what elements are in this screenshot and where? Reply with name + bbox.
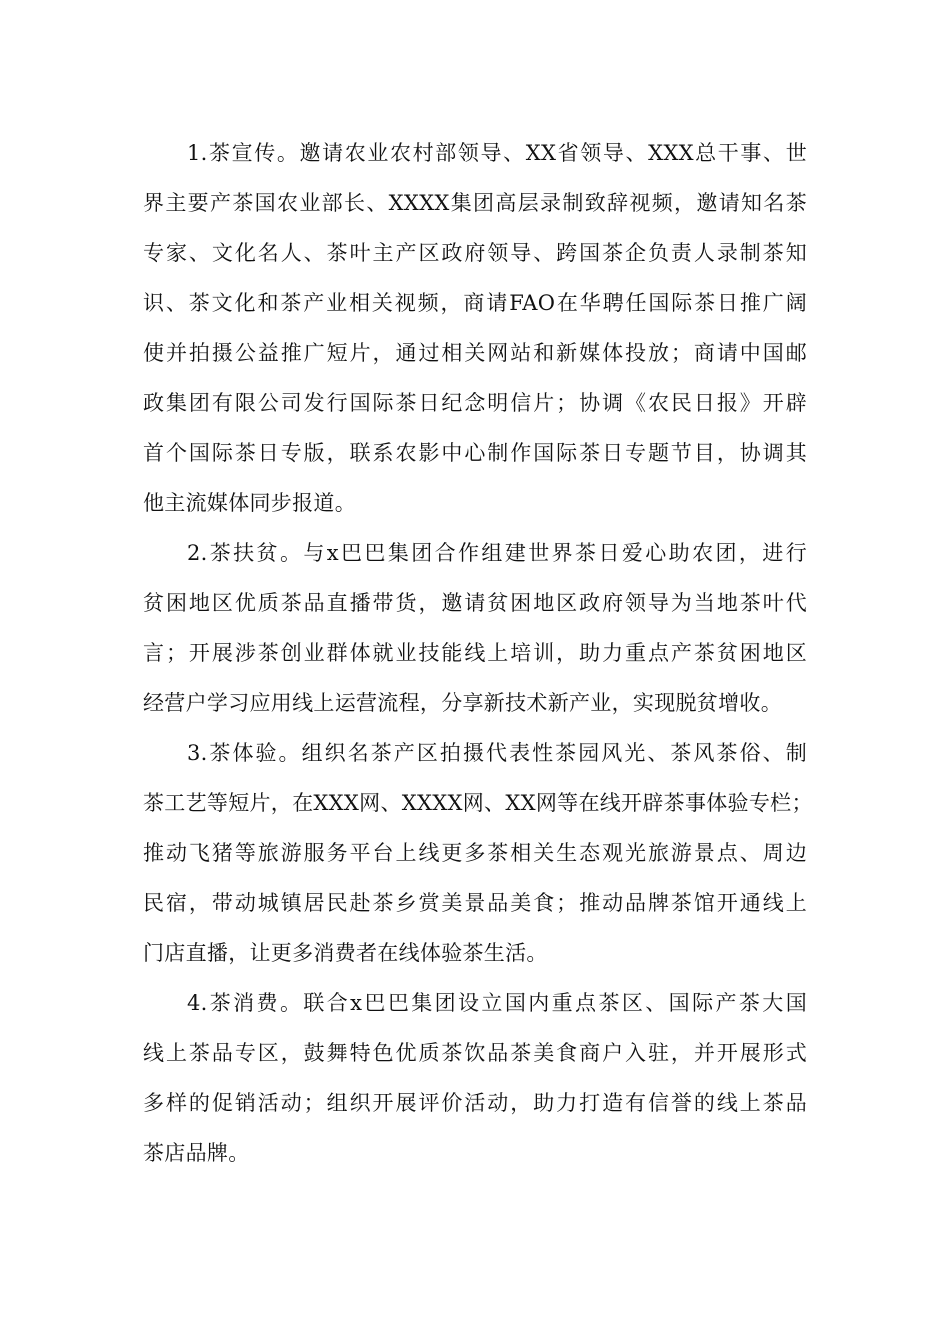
text-line: 茶工艺等短片，在XXX网、XXXX网、XX网等在线开辟茶事体验专栏； <box>143 791 813 815</box>
paragraph-tea-poverty-alleviation <box>143 528 807 728</box>
text-line: 民宿，带动城镇居民赴茶乡赏美景品美食；推动品牌茶馆开通线上 <box>143 891 807 915</box>
text-line: 言；开展涉茶创业群体就业技能线上培训，助力重点产茶贫困地区 <box>143 641 807 665</box>
text-line: 4.茶消费。联合x巴巴集团设立国内重点茶区、国际产茶大国 <box>187 991 807 1015</box>
text-line: 政集团有限公司发行国际茶日纪念明信片；协调《农民日报》开辟 <box>143 391 807 415</box>
text-line: 2.茶扶贫。与x巴巴集团合作组建世界茶日爱心助农团，进行 <box>187 541 807 565</box>
text-line: 贫困地区优质茶品直播带货，邀请贫困地区政府领导为当地茶叶代 <box>143 591 807 615</box>
text-line: 使并拍摄公益推广短片，通过相关网站和新媒体投放；商请中国邮 <box>143 341 807 365</box>
text-line: 专家、文化名人、茶叶主产区政府领导、跨国茶企负责人录制茶知 <box>143 241 807 265</box>
text-line: 界主要产茶国农业部长、XXXX集团高层录制致辞视频，邀请知名茶 <box>143 191 807 215</box>
paragraph-tea-consumption <box>143 978 807 1178</box>
text-line: 3.茶体验。组织名茶产区拍摄代表性茶园风光、茶风茶俗、制 <box>187 741 807 765</box>
text-line: 多样的促销活动；组织开展评价活动，助力打造有信誉的线上茶品 <box>143 1091 807 1115</box>
text-line: 1.茶宣传。邀请农业农村部领导、XX省领导、XXX总干事、世 <box>187 141 807 165</box>
paragraph-tea-promotion <box>143 128 807 528</box>
text-line: 推动飞猪等旅游服务平台上线更多茶相关生态观光旅游景点、周边 <box>143 841 807 865</box>
document-body <box>143 128 813 1178</box>
text-line: 线上茶品专区，鼓舞特色优质茶饮品茶美食商户入驻，并开展形式 <box>143 1041 807 1065</box>
paragraph-tea-experience <box>143 728 813 978</box>
text-line: 门店直播，让更多消费者在线体验茶生活。 <box>143 941 548 965</box>
text-line: 识、茶文化和茶产业相关视频，商请FAO在华聘任国际茶日推广阔 <box>143 291 807 315</box>
text-line: 他主流媒体同步报道。 <box>143 491 356 515</box>
text-line: 茶店品牌。 <box>143 1141 250 1165</box>
text-line: 经营户学习应用线上运营流程，分享新技术新产业，实现脱贫增收。 <box>143 691 782 715</box>
text-line: 首个国际茶日专版，联系农影中心制作国际茶日专题节目，协调其 <box>143 441 807 465</box>
